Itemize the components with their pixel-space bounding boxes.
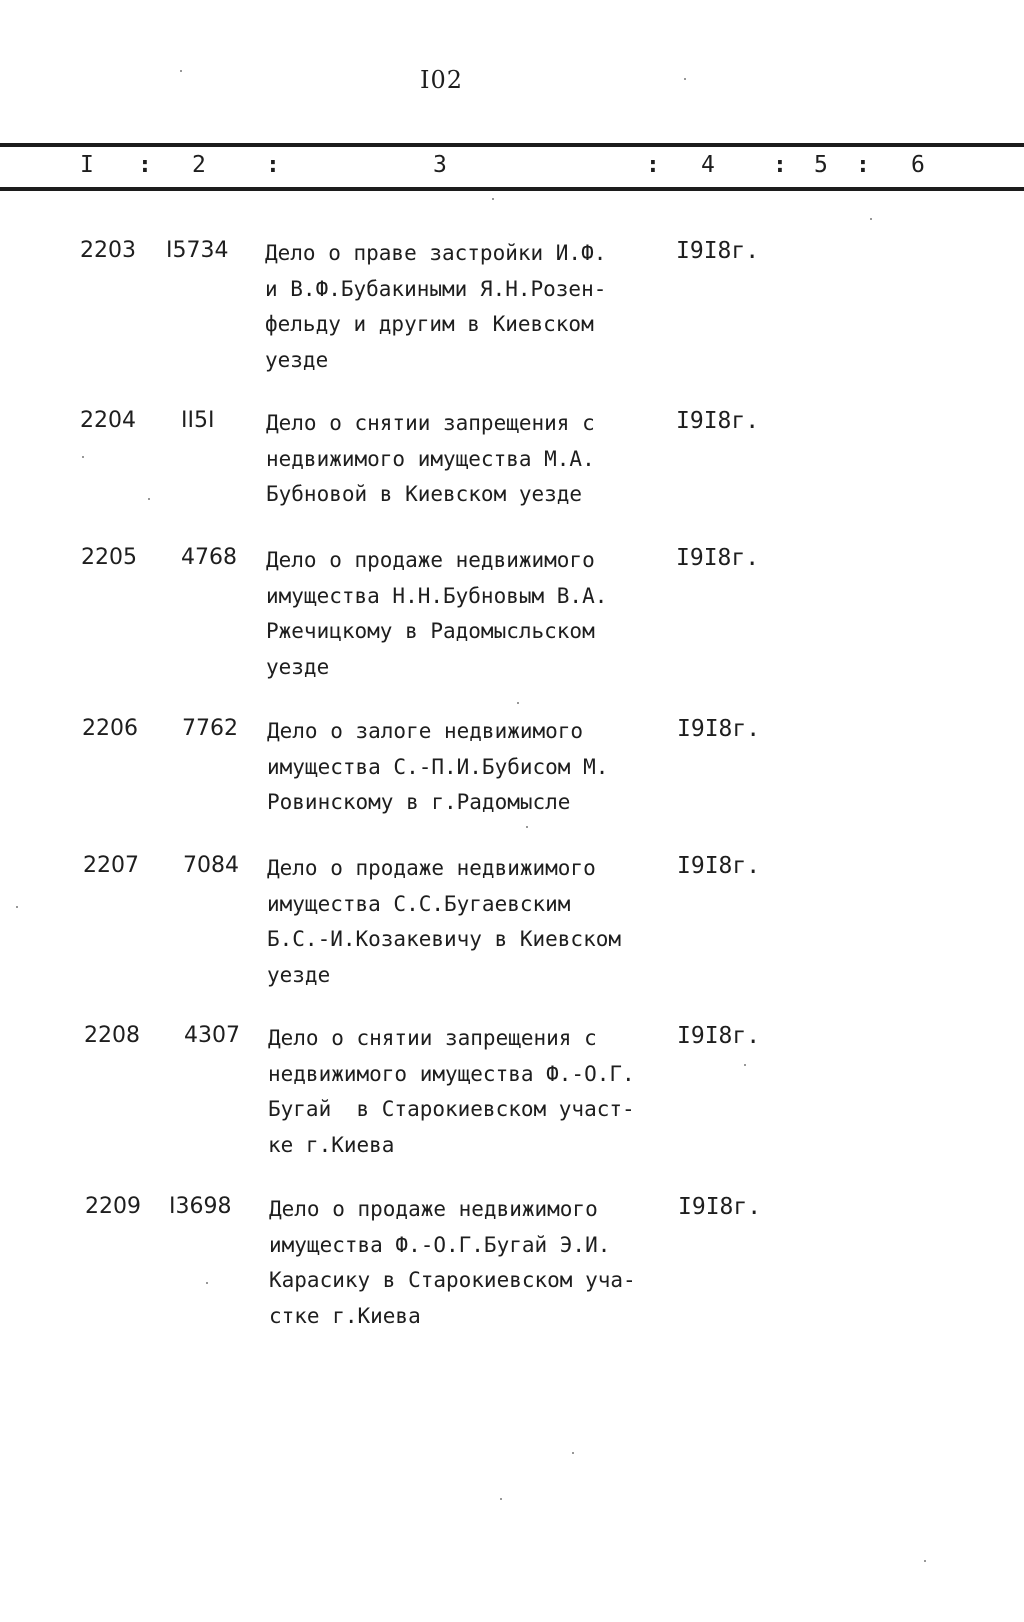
entry-title: [266, 543, 706, 685]
title-line: Дело о продаже недвижимого: [269, 1197, 598, 1221]
title-line: недвижимого имущества М.А.: [266, 446, 595, 471]
title-line: уезде: [265, 347, 329, 372]
scan-speck: [744, 1064, 746, 1066]
column-header-2: 2: [192, 152, 206, 178]
title-line: Карасику в Старокиевском уча-: [269, 1268, 636, 1292]
entry-title: [269, 1192, 709, 1334]
scan-speck: [517, 702, 519, 704]
title-line: Дело о снятии запрещения с: [266, 411, 595, 435]
column-header-3: 3: [433, 152, 447, 178]
entry-number: 2209: [85, 1194, 141, 1219]
title-line: ке г.Киева: [268, 1132, 395, 1157]
title-line: Дело о праве застройки И.Ф.: [265, 241, 607, 265]
scan-speck: [924, 1560, 926, 1562]
title-line: Бугай в Старокиевском участ-: [268, 1097, 635, 1121]
title-line: фельду и другим в Киевском: [265, 312, 594, 336]
title-line: имущества Н.Н.Бубновым В.А.: [266, 583, 608, 608]
title-line: имущества С.С.Бугаевским: [267, 891, 571, 916]
entry-date: I9I8г.: [677, 716, 761, 742]
title-line: и В.Ф.Бубакиными Я.Н.Розен-: [265, 276, 607, 301]
title-line: имущества С.-П.И.Бубисом М.: [267, 754, 609, 779]
scan-speck: [180, 70, 182, 72]
scan-speck: [492, 198, 494, 200]
header-rule-bottom: [0, 187, 1024, 191]
entry-number: 2205: [81, 545, 137, 570]
header-rule-top: [0, 143, 1024, 147]
title-line: имущества Ф.-О.Г.Бугай Э.И.: [269, 1232, 611, 1257]
column-separator: :: [266, 152, 280, 178]
title-line: Ровинскому в г.Радомысле: [267, 790, 571, 814]
entry-title: [267, 714, 707, 821]
scan-speck: [82, 456, 84, 458]
entry-title: [265, 236, 705, 378]
scan-speck: [16, 906, 18, 908]
entry-date: I9I8г.: [677, 1023, 761, 1049]
scan-speck: [148, 498, 150, 500]
entry-number: 2207: [83, 853, 139, 878]
entry-title: [267, 851, 707, 993]
scan-speck: [526, 826, 528, 828]
entry-date: I9I8г.: [676, 238, 760, 264]
title-line: Дело о продаже недвижимого: [267, 856, 596, 880]
title-line: стке г.Киева: [269, 1303, 421, 1328]
entry-date: I9I8г.: [678, 1194, 762, 1220]
entry-number: 2208: [84, 1023, 140, 1048]
original-number: I3698: [169, 1194, 232, 1219]
scan-speck: [684, 78, 686, 80]
column-separator: :: [856, 152, 870, 178]
title-line: недвижимого имущества Ф.-О.Г.: [268, 1061, 635, 1086]
column-header-6: 6: [911, 152, 925, 178]
original-number: 4768: [181, 545, 237, 570]
entry-number: 2203: [80, 238, 136, 263]
title-line: уезде: [266, 654, 330, 679]
title-line: Ржечицкому в Радомысльском: [266, 619, 595, 643]
entry-number: 2206: [82, 716, 138, 741]
entry-date: I9I8г.: [676, 545, 760, 571]
title-line: Б.С.-И.Козакевичу в Киевском: [267, 927, 622, 951]
original-number: 7084: [183, 853, 239, 878]
column-separator: :: [138, 152, 152, 178]
title-line: Бубновой в Киевском уезде: [266, 482, 583, 506]
entry-title: [266, 406, 706, 513]
scan-speck: [206, 1282, 208, 1284]
title-line: уезде: [267, 962, 331, 987]
title-line: Дело о продаже недвижимого: [266, 548, 595, 572]
scan-speck: [572, 1452, 574, 1454]
page-number: I02: [420, 66, 464, 94]
entry-title: [268, 1021, 708, 1163]
entry-date: I9I8г.: [677, 853, 761, 879]
scan-speck: [500, 1498, 502, 1500]
original-number: 7762: [182, 716, 238, 741]
title-line: Дело о снятии запрещения с: [268, 1026, 597, 1050]
scan-speck: [870, 218, 872, 220]
entry-number: 2204: [80, 408, 136, 433]
column-header-4: 4: [701, 152, 715, 178]
column-header-5: 5: [814, 152, 828, 178]
column-separator: :: [773, 152, 787, 178]
original-number: II5I: [181, 408, 215, 433]
column-separator: :: [646, 152, 660, 178]
original-number: 4307: [184, 1023, 240, 1048]
column-header-1: I: [80, 152, 94, 178]
entry-date: I9I8г.: [676, 408, 760, 434]
title-line: Дело о залоге недвижимого: [267, 719, 584, 743]
original-number: I5734: [166, 238, 229, 263]
